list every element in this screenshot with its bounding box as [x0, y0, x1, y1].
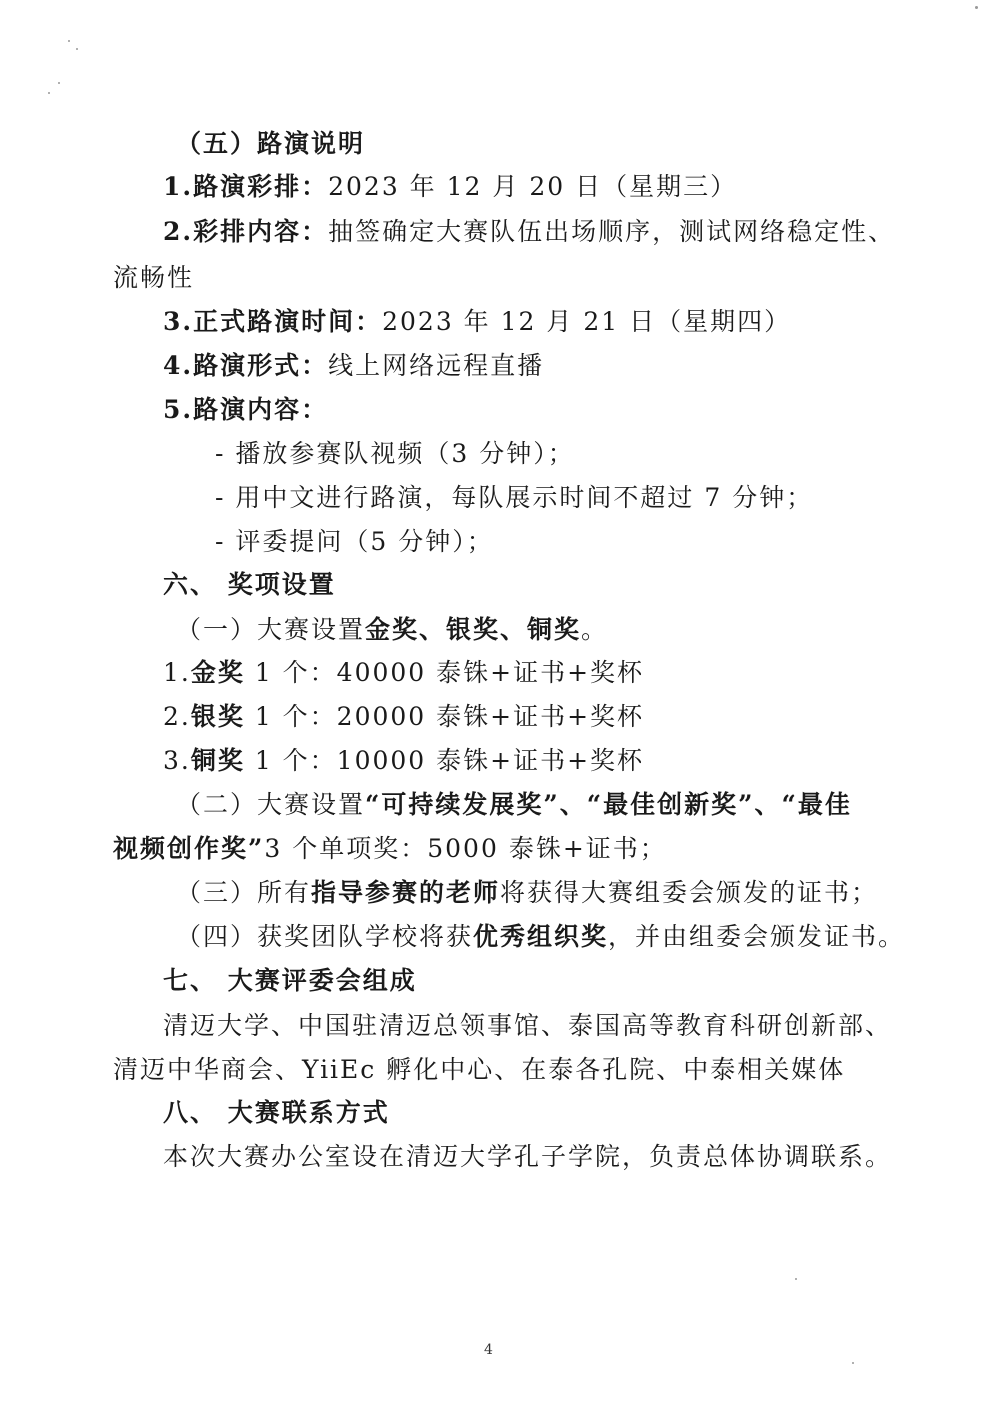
scan-speck [852, 1362, 854, 1364]
roadshow-official-time [163, 306, 791, 338]
scan-speck [795, 1278, 797, 1280]
item-label: 2.彩排内容： [163, 217, 329, 246]
section-heading-roadshow: （五）路演说明 [176, 129, 366, 158]
section-heading-contact: 八、 大赛联系方式 [163, 1098, 390, 1127]
item-value: 线上网络远程直播 [328, 351, 545, 380]
rehearsal-content [163, 216, 895, 248]
roadshow-content-item-questions: - 评委提问（5 分钟）； [215, 527, 494, 556]
judges-list-continued: 清迈中华商会、YiiEc 孵化中心、在泰各孔院、中泰相关媒体 [113, 1055, 846, 1084]
scan-speck [68, 40, 70, 42]
scan-speck [975, 6, 978, 9]
item-value: 2023 年 12 月 21 日（星期四） [382, 307, 792, 336]
roadshow-content-item-presentation: - 用中文进行路演，每队展示时间不超过 7 分钟； [215, 483, 814, 512]
organization-award: （四）获奖团队学校将获优秀组织奖，并由组委会颁发证书。 [176, 922, 906, 951]
scan-speck [76, 48, 78, 50]
item-label: 1.路演彩排： [163, 172, 329, 201]
teacher-certificate: （三）所有指导参赛的老师将获得大赛组委会颁发的证书； [176, 878, 879, 907]
single-awards-continued: 视频创作奖”3 个单项奖：5000 泰铢+证书； [113, 834, 667, 863]
awards-overview: （一）大赛设置金奖、银奖、铜奖。 [176, 615, 609, 644]
item-label: 3.正式路演时间： [163, 307, 383, 336]
award-gold: 1.金奖 1 个：40000 泰铢+证书+奖杯 [163, 658, 645, 687]
award-bronze: 3.铜奖 1 个：10000 泰铢+证书+奖杯 [163, 746, 645, 775]
contact-info: 本次大赛办公室设在清迈大学孔子学院，负责总体协调联系。 [163, 1142, 893, 1171]
scan-speck [48, 92, 50, 94]
single-awards: （二）大赛设置“可持续发展奖”、“最佳创新奖”、“最佳 [176, 790, 852, 819]
roadshow-format [163, 350, 544, 382]
rehearsal-content-continued: 流畅性 [113, 263, 195, 292]
item-label: 4.路演形式： [163, 351, 329, 380]
roadshow-content-heading: 5.路演内容： [163, 395, 329, 424]
roadshow-content-item-video: - 播放参赛队视频（3 分钟）； [215, 439, 575, 468]
page-number: 4 [484, 1342, 493, 1358]
scan-speck [58, 82, 60, 84]
item-value: 抽签确定大赛队伍出场顺序，测试网络稳定性、 [328, 217, 896, 246]
section-heading-awards: 六、 奖项设置 [163, 570, 336, 599]
judges-list: 清迈大学、中国驻清迈总领事馆、泰国高等教育科研创新部、 [163, 1011, 893, 1040]
roadshow-rehearsal [163, 171, 737, 203]
item-value: 2023 年 12 月 20 日（星期三） [328, 172, 738, 201]
section-heading-judges: 七、 大赛评委会组成 [163, 966, 417, 995]
award-silver: 2.银奖 1 个：20000 泰铢+证书+奖杯 [163, 702, 645, 731]
